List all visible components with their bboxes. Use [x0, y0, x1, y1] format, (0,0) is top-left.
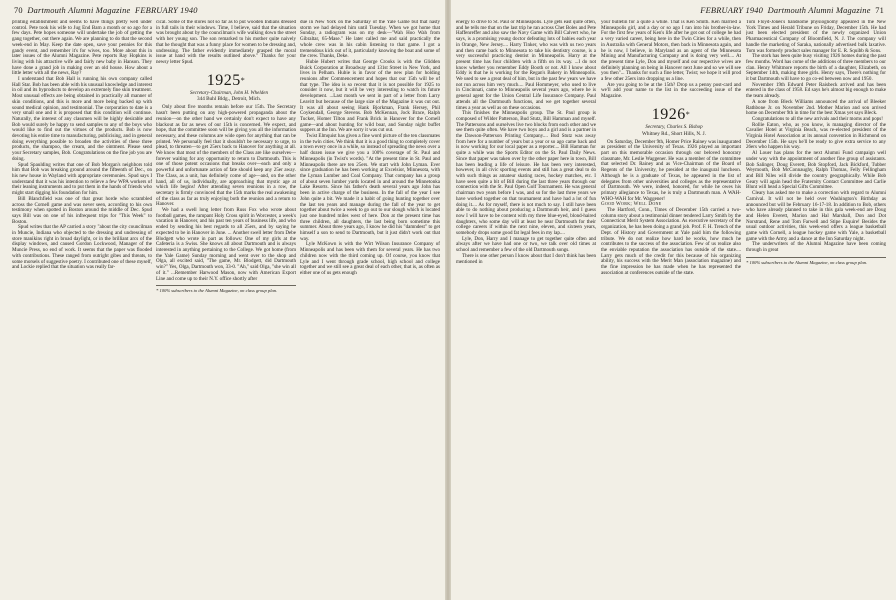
paragraph: On Saturday, December 9th, Homer Price Rainey was inaugurated as president of the University of Texas. 1926 played an important part on this memorable occasion through our beloved honorary classmate, Mr. Leslie Waggener. He was a member of the committee that selected Dr. Rainey and as Vice-Chairman of the Board of Regents of the University, he presided at the inaugural luncheon. Although he is a graduate of Texas, he appeared in the list of delegates from other universities and colleges as the representative of Dartmouth. We were, indeed, honored, for while he owes his primary allegiance to Texas, he is truly a Dartmouth man. A WAH-WHO-WAH for Mr. Waggener!	[601, 138, 741, 202]
paragraph: Al Louer has plans for the next Alumni Fund campaign well under way with the appointment of another fine group of assistants. Bob Salinger, Doug Everett, Bob Stopford, Jack Bickford, Tubber Weymouth, Bob McConnaughy, Ralph Thomas, Felly Fellingham and Bill Niles will divide the country geographically. While Bob Geary will again head the Fraternity Contact Committee and Carlie Blunt will head a Special Gifts Committee.	[746, 150, 886, 191]
right-column-2	[601, 20, 741, 590]
paragraph: Bill Blanchfield was one of that great horde who scrambled across the Cornell game and was never seen, according to his own testimony when spotted in Boston around the middle of Dec. Spud says Bill was on one of his infrequent trips for "This Week" to Boston.	[12, 195, 152, 225]
secretary-address: Whitney Rd., Short Hills, N. J.	[642, 130, 706, 137]
paragraph: Twist Elmquist has given a fine word picture of the ten classmates in the twin cities. We think that it is a good thing to completely cover a town every once in a while, so instead of spreading the news over a half dozen issue we give you a 100% coverage of St. Paul and Minneapolis (in Twist's words). "At the present time in St. Paul and Minneapolis there are ten 25ers. We start with John Lyman. Ever since graduation he has been working at Excelsior, Minnesota, with the Lyman Lumber and Coal Company. That company has a group of about seven lumber yards located in and around the Minnetonka Lake Resorts. Since his father's death several years ago John has been in active charge of the business. In the fall of the year I see John quite a bit. We made it a habit of going hunting together over the last ten years and manage during the fall of the year to get together about twice a week to go out to our slough which is located just one hundred miles west of here. Don at the present time has three children, all daughters, the last being born sometime this summer. About three years ago, I know he did his "damndest" to get himself a son to send to Dartmouth, but it just didn't work out that way.	[300, 133, 440, 242]
paragraph: Rollie Eaton, who, as you know, is managing director of the Cavalier Hotel at Virginia Beach, was re-elected president of the Virginia Hotel Association at its annual convention in Richmond on December 15th. He says he'll be ready to give extra service to any 26ers who happen his way.	[746, 121, 886, 151]
paragraph: Cleary has asked me to make a correction with regard to Alumni Carnival. It will not be held over Washington's Birthday as announced but will be February 16-17-18. In addition to Bob, others who have already planned to take in this gala week-end are Doug and Helen Everett, Marion and Hal Marshall, Don and Dot Norstrand, Rene and Tom Farwell and Stipe Esquire! Besides the usual outdoor activities, this week-end offers a league basketball game with Cornell, a league hockey game with Yale, a basketball game with the Army and a dance at the Inn Saturday night.	[746, 190, 886, 242]
secretary-byline: Secretary, Charles S. Bishop	[645, 124, 703, 130]
paragraph: A note from Bleck Williams announced the arrival of Bleeker Rathbone Jr. on November 2nd. Mother Marion and son arrived home on December 9th in time for the best Xmas yet says Bleck.	[746, 98, 886, 117]
paragraph: Lyle McKown is with the Wirt Wilson Insurance Company of Minneapolis and has been with them for several years. He has two children now with the third coming up. Of course, you know that Lyle and I went through grade school, high school and college together and we still see a great deal of each other, that is, as often as either one of us gets enough	[300, 241, 440, 276]
paragraph: cical. Some of the stores not so far as to put wooden Indians dressed in full tails in their windows. Time, I believe, said that the situation was brought about by the councilman's wife walking down the street with her young son. The son remarked to his mother quite naively that he thought that was a funny place for women to be dressing and, undressing. The father evidently immediately grasped the moral issue at hand with the results outlined above." Thanks for your newsy letter Spud.	[156, 20, 296, 65]
paragraph: Only about five months remain before our 15th. The Secretary hasn't been putting on any high-powered propaganda about the reunion—on the other hand we certainly don't expect to have any blackout as far as news of our 15th is concerned. We expect, and hope, that the committee soon will be giving you all the information necessary, and these columns are wide open for anything that can be printed. We personally feel that it shouldn't be necessary to urge, to plead, to threaten—to get 25ers back to Hanover for anything at all. We know that most of the members of the Class are like ourselves—forever waiting for any opportunity to return to Dartmouth. This is one of those potent occasions that breaks over—each and only a powerful and unfortunate action of fate should keep any 25er away. The Class, as a unit, has definitely come of age—and, on the other hand, all of us, individually, are approaching that mystic age at which life begins! After attending seven reunions in a row, the secretary is firmly convinced that the 15th marks the real awakening of the class as far as truly enjoying both the reunion and a return to Hanover.	[156, 104, 296, 208]
paragraph: Spud Spaulding writes that one of Bob Morgan's neighbors told him that Bob was breaking ground around the fifteenth of Dec., on his new house in Wayland with appropriate ceremonies. Spud says I understand that it was his intention to relieve a few WPA workers of their leaning instruments and to put them in the hands of friends who might start digging his foundation for him.	[12, 161, 152, 197]
left-column-1	[12, 20, 152, 590]
class-year-heading: 1926*	[651, 105, 691, 123]
page-number: 71	[875, 6, 884, 15]
secretary-address: 344 Buhl Bldg., Detroit, Mich.	[197, 96, 261, 103]
issue-date: FEBRUARY 1940	[135, 6, 198, 15]
paragraph: There is one other person I know about that I don't think has been mentioned in	[456, 252, 596, 265]
paragraph: November 19th Edward Peter Raisbeck arrived and has been entered in the class of 1958. Ed says he's almost big enough to make the team already.	[746, 81, 886, 100]
class-year-heading: 1925*	[206, 71, 246, 89]
paragraph: The underwriters of the Alumni Magazine have been coming through in great	[746, 241, 886, 254]
page-number: 70	[14, 6, 23, 15]
left-column-2	[156, 20, 296, 590]
paragraph: your bulletin for a quite a while. That is Ken Smith. Ken married a Minneapolis girl, and a day or so ago I ran into his brother-in-law. For the first few years of Ken's life after he got out of college he had a very varied career, being here in the Twin Cities for a while, then in Australia with General Motors, then back in Minnesota again, and he is now, I believe, in Maryland as an agent of the Minnesota Mining and Manufacturing Company and is doing very well.... At the present time Lyle, Don and myself and our respective wives are definitely planning on being in Hanover next June and so we will see you then"... Thanks for such a fine letter, Twist; we hope it will prod a few other 25ers into dropping us a line.	[601, 20, 741, 83]
paragraph: Spud writes that the AP carried a story "about the city councilman in Muncie, Indiana who objected to the dressing and undressing of store manikins right in broad daylight, or in the brilliant arcs of the display windows, and caused Gordon Lockwood, Manager of the Muncie Press, no end of work. It seems that the paper was flooded with contributions. These ranged from outright gibes and threats, to some morsels of suggestive poetry. I contributed one of these myself, and Lockie replied that the situation was really far-	[12, 224, 152, 271]
secretary-byline: Secretary-Chairman, John H. Whelden	[190, 90, 268, 96]
paragraph: Hubie Hubert writes that George Crooks is with the Glidden Buick Corporation at Broadway and 131st Street in New York, and lives in Pelham. Hubie is in favor of the new plan for holding reunions after Commencement and hopes that our 15th will be of that type. The idea is so recent that it is not possible for 1925 to consider it now, but it will be very interesting to watch its future development. ...Last month we sent in part of a letter from Larry Leavitt but because of the large size of the Magazine it was cut out. It was all about seeing Hank Bjorkman, Frank Hersey, Phil Coykendall, George Stevens. Bob McKennan, Jock Brace, Ralph Tucker, Homer Tilton and Frank Brick in Hanover for the Cornell game—and about hunting for wild boar, and Sunday night buffet suppers at the Inn. We are sorry it was cut out.	[300, 58, 440, 134]
running-head: Dartmouth Alumni Magazine	[27, 6, 131, 15]
left-page	[0, 0, 446, 600]
paragraph: The stork has been quite busy visiting 1926 homes during the past few months. Word has come of the additions of three members to our clan. Henry Whitmore reports the birth of a daughter, Elizabeth, on September 14th, making three girls. Henry says, There's nothing for it but Dartmouth will have to go co-ed between now and 1950.	[746, 53, 886, 83]
right-column-3	[746, 20, 886, 590]
paragraph: due in New York on the Saturday of the Yale Game but that nasty storm we had delayed him until Tuesday. When we got home that Sunday, a radiogram was on my desk—"Wah Hoo Wah from Gibraltar, 65-Mase." He later called me and said practically the whole crew was in his cabin listening to that game. I got a tremendous kick out of it, particularly knowing the boat and some of the crew. Thanks, Deke.	[300, 20, 440, 60]
paragraph: The Hartford, Conn., Times of December 15th carried a two-column story about a testimonial dinner tendered Larry Smith by the Connecticut Merit System Association. As executive secretary of the organization, he has been doing a grand job. Prof. F. H. Trench of the Dept. of History and Government at Yale paid him the following tribute. We do not realize how hard he works, how much he contributes to the success of the association. Few of us realize also the enviable reputation the association has outside of the state.... Larry gets much of the credit for this because of his organizing ability, his success with the Merit Man (association magazine) and the fine impression he has made when he has represented the association at conferences outside of the state.	[601, 207, 741, 276]
footnote: * 100% subscribers to the Alumni Magazine, on class group plan.	[746, 257, 886, 265]
paragraph: I understand that Bob Hall is running his own company called Hall Star. Bob has been able with his unusual knowledge and interest in oil and its byproducts to develop an extremely fine skin treatment. Most unusual effects are being obtained in practically all manner of skin conditions, and this is more and more being backed up with sound medical opinion, and testimonial. The corporation to date is a very small one and it is proposed that this condition will continue. Naturally, the interest of any classmen will be highly desirable and Bob would surely be happy to send samples to any of the boys who would like to find out the virtues of the products. Bob is now devoting his entire time to manufacturing, publicising, and in general doing everything possible to broaden the activities of these three products, the shampoo, the cream, and the ointment. Please send your Secretary samples, Bob. Congratulations on the fine job you are doing.	[12, 76, 152, 162]
paragraph: Tom Floyd-Jones's handsome physiognomy appeared in the New York Times and Herald Tribune on Friday, December 15th. He had just been elected president of the newly organized Union Pharmaceutical Company of Bloomfield, N. J. The company will handle the marketing of Saraka, nationally advertised bulk laxative. Tom was formerly product sales manager for E. R. Squibb & Sons.	[746, 20, 886, 54]
paragraph: This finishes the Minneapolis group. The St. Paul group is composed of Wilder Patterson, Bud Stutz, Bill Hamman and myself. The Pattersons and ourselves live two blocks from each other and we see them quite often. We have two boys and a girl and is a partner in the Dawson-Patterson Printing Company.... Bud Stutz was away from here for a number of years but a year or so ago came back and is now working for our local paper as a reporter.... Bill Hamman for quite a while was the Sports Editor on the St. Paul Daily News. Since that paper was taken over by the other paper here in town, Bill has been leading a life of leisure. He has been very interested, however, in all civic sporting events and still has a great deal to do with such things as amateur skating races, hockey matches, etc. I have seen quite a bit of Bill during the last three years through our connection with the St. Paul Open Golf Tournament. He was general chairman two years before I was, and so for the last three years we have worked together on that tournament and have had a lot of fun doing it.... As for myself, there is not much to say. I still have been able to do nothing about producing a Dartmouth heir, and I guess now I will have to be content with my three blue-eyed, blond-haired daughters, who some day will at least be near Dartmouth for their college careers if within the next nine, eleven, and sixteen years, somebody drops some good fat legal fees in my lap....	[456, 110, 596, 237]
left-column-3	[300, 20, 440, 590]
left-page-header	[14, 6, 198, 15]
paragraph: Lyle, Don, Harry and I manage to get together quite often and always after we have had one or two, we talk over old times at school and remember a few of the old Dartmouth songs.	[456, 235, 596, 254]
paragraph: printing establishment and seems to have things pretty well under control. Pete took his wife to Jug End Barn a month or so ago for a few days. Pete hopes someone will undertake the job of getting the gang together, out there again. We are planning to do that the second week-end in May. Keep the date open, save your pennies for this gandy event, and remember it's for wives, too. More about this in later issues of the Alumni Magazine. Pete reports Ray Hopkins is living with his attractive wife and fairly new baby in Hanson. They have done a grand job in making over an old house. How about a little letter with all the news, Ray?	[12, 20, 152, 77]
paragraph: energy to drive to St. Paul or Minneapolis. Lyle gets east quite often, and he tells me that on the last trip he ran across Chet Boles and Pete Haffenreffer and also saw the Navy Game with Bill Calvert who, he says, is a promising young doctor defeating lots of babies each year in Orange, New Jersey.... Harry Tinker, who was with us two years and then came back to Minnesota to take his dentistry course, is a very successful practicing dentist in Minneapolis. Harry at the present time has four children with a fifth on its way. ...I do not know whether you remember Eddy Booth or not. All I know about Eddy is that he is working for the Regan's Bakery in Minneapolis. We used to see a great deal of him, but in the past few years we have not run across him very much.... Paul Hommeyer, who used to live in Cincinnati, came to Minneapolis several years ago, where he is general agent for the Union Central Life Insurance Company. Paul attends all the Dartmouth functions, and we get together several times a year as well as on these occasions.	[456, 20, 596, 111]
running-head: Dartmouth Alumni Magazine	[767, 6, 871, 15]
right-page-header	[700, 6, 884, 15]
section-subheading: Good Work; Well Done	[601, 201, 662, 208]
right-page	[450, 0, 896, 600]
issue-date: FEBRUARY 1940	[700, 6, 763, 15]
paragraph: We had a swell long letter from Russ Fox who wrote about football games, the rampant Holy Cross spirit in Worcester, a week's vacation in Hanover, and his past ten years of business life, and who ended by sending his best regards to all 25ers, and by saying he expected to be in Hanover in June. ... Another swell letter from Debe Blodgett who wrote in part as follows: One of my girls at the Cafeteria is a Swiss. She knows all about Dartmouth and is always interested in anything pertaining to the College. We got home (from the Yale Game) Sunday morning and went over to the shop and Olga, all excited said, "The game, Mr. Blodgett, did Dartmouth win?" Yes, Olga, Dartmouth won, 33-0. "Ah," said Olga, "she win all of it." ...Remember Harwood Mason, now with American Export Line and come up to their N.Y. office shortly after	[156, 207, 296, 282]
paragraph: Are you going to be at the 15th? Drop us a penny post-card and we'll add your name to the list in the succeeding issue of the Magazine.	[601, 81, 741, 100]
right-column-1	[456, 20, 596, 590]
footnote: * 100% subscribers to the Alumni Magazine, on class group plan.	[156, 285, 296, 293]
paragraph: Congratulations to all the new arrivals and their moms and pops!	[752, 115, 883, 122]
